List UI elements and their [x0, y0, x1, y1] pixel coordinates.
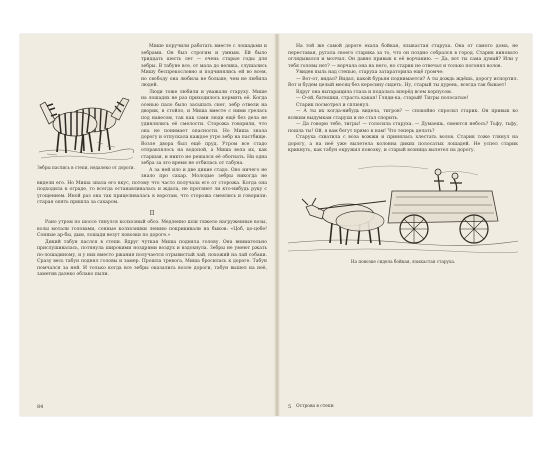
zebra-drawing [37, 72, 135, 165]
left-page [37, 44, 267, 412]
oxen-cart-illustration [288, 161, 518, 264]
right-paragraph-8: — Да говорю тебе, тигры! — голосила старуха. — Думаешь, смеются небось? Тьфу, тьфу, пошла ты! Ой, я вам бегут прямо к нам! Что теперь делать? [288, 122, 518, 134]
left-paragraph-2: Люди тоже любили и уважали старуху. Мише на лошадях не раз приходилось кормить её. Когда осенью пало было засыпать снег, зебр отвели на дворик, в стойло, и Миша вместе с ними грелась под навесом, так как сами люди ещё без дела не удивлялись её смелости. Сторожа говорили, что она не понимает опасности. Но Миша знала дорогу и отпускала каждое утро зебр на пастбище. Возле двора был ещё пруд. Утром все стадо отправлялось на водопой, а Миша вела их, как старшая, и никто не решался её обогнать. Ни одна зебра за это время не отбилась от табуна. [141, 89, 267, 166]
zebra-caption: Зебры паслись в степи, недалеко от дороги. [37, 165, 135, 170]
right-paragraph-5: — О-ой, батюшки, страсть какая! Гляди-ка, старый! Тигры полосатые! [296, 96, 469, 101]
oxen-cart-drawing [288, 161, 518, 259]
zebra-illustration [37, 72, 135, 178]
open-book [20, 34, 532, 416]
right-page-number: 5 [288, 403, 292, 410]
left-paragraph-1: Мише поручили работать вместе с лошадьми и зебрами. Он был строгим и умным. Ей было тридцать шесть лет — очень старые годы для зебры. В табуне все, от мала до велика, слушались Мишу беспрекословно и подчинялись ей во всем, но свободу она любила не больше, чем не любила людей. [141, 44, 267, 88]
left-page-number: 84 [37, 403, 44, 410]
right-page-footer: Острова в степи [296, 403, 334, 409]
right-paragraph-4: Вдруг она вытаращила глаза и подалась вперёд всем корпусом. [296, 89, 453, 95]
chapter-heading: II [149, 209, 155, 217]
right-paragraph-9: Старуха схватила с воза вожжи и принялась хлестать волов. Старик тоже глянул на дорогу, а на неё уже вылетела колонна диких полосатых лошадей. Не успел старик крикнуть, как табун окружил повозку, и старый возница вылетел на дорогу. [288, 135, 518, 153]
right-paragraph-1: На той же самой дороге ехала бойкая, языкастая старуха. Она от самого дома, не переставая, ругала своего старика за то, что он поздно собрался в город. Старик виновато оглядывался и молчал. Он давно привык к её ворчанию. — Да, вот ты сама думай? Или у тебя головы нет? — ворчала она на него, но старик не отвечал и только погонял волов. [288, 44, 518, 69]
left-paragraph-3: А за ней ило и две дикие стадо. Оно ничего не знало про сахар. Молодые зебры никогда не видели его. Но Миша знала его вкус, потому что часто получала его от сторожа. Когда она подходила к ограде, то всегда останавливалась и ждала, не протянет ли кто-нибудь руку с угощением. Иной раз она так прицеливалась к воротам, что сторожа смеялись и говорили: старая опять пришла за сахаром. [37, 167, 267, 205]
left-paragraph-4: Рано утром по шоссе тянулся колхозный обоз. Медленно шли тяжело нагруженные возы, волы мотали головами, сонные колхозники лениво покрикивали на быков: «Цоб, цо-цобе! Сонные ар-бы, дым, лошади везут повозки по дороге.» [37, 220, 267, 238]
book-gutter [274, 34, 280, 416]
left-paragraph-5: Дикий табун паслся в степи. Вдруг чуткая Миша подняла голову. Она внимательно прислушивалась, потянула широкими ноздрями воздух и вздохнула. Зебры не умеют ржать по-лошадиному, и у них вместо ржания получается отрывистый лай, похожий на лай собаки. Сразу весь табун поднял головы и замер. Прошла тревога, Миша бросилась к дороге. Табун помчался за ней. И только когда все зебры оказались возле дороги, табун вышел на неё, заметив далеко облако пыли. [37, 239, 267, 277]
right-paragraph-7: — А ты их когда-нибудь видела, тигров? — спокойно спросил старик. Он привык ко всяким выдумкам старухи и не стал спорить. [288, 109, 518, 121]
right-page [288, 44, 518, 412]
right-paragraph-3: — Вот-от, видал? Видал, какой бурьян поднимается? А ты дождь ждёшь, дорогу испортил. Вот и будем целый месяц без керосину сидеть. Ну, старый ты дурень, всегда так бывает! [288, 76, 518, 88]
right-paragraph-2: Увидев пыль над степью, старуха затараторила ещё громче: [296, 70, 444, 75]
right-paragraph-6: Старик посмотрел и сплюнул. [296, 102, 370, 108]
oxen-caption: На повозке сидела бойкая, языкастая старуха. [350, 258, 456, 264]
